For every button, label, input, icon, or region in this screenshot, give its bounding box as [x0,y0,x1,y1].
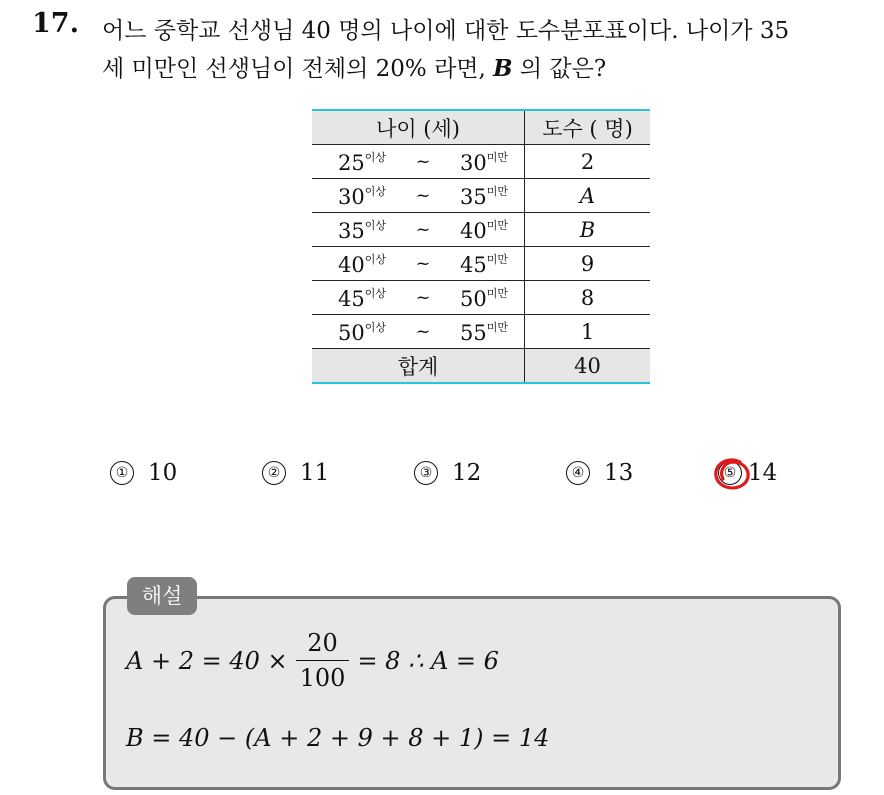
choice-value: 13 [604,460,634,486]
question-line-1: 어느 중학교 선생님 40 명의 나이에 대한 도수분포표이다. 나이가 35 [102,18,790,44]
solution-equation-1: A + 2 = 40 × $\frac{20}{100}$ = 8 ∴ A = 6 [126,629,499,692]
question-number: 17. [32,8,79,39]
table-total-row [312,349,650,384]
choice-4[interactable] [566,460,633,486]
choice-1[interactable] [110,460,177,486]
range-to: $35^{미만}$ [460,184,508,209]
frequency-cell: 9 [525,247,651,281]
variable-b: B [493,55,513,82]
header-frequency: 도수 ( 명) [525,110,651,145]
range-to: $45^{미만}$ [460,252,508,277]
range-to: $40^{미만}$ [460,218,508,243]
range-from: $30^{이상}$ [338,184,386,209]
range-tilde: ~ [415,219,431,240]
frequency-cell: 2 [525,145,651,179]
age-range-cell [312,315,525,349]
range-from: $35^{이상}$ [338,218,386,243]
range-from: $40^{이상}$ [338,252,386,277]
frequency-cell: 1 [525,315,651,349]
total-label: 합계 [312,349,525,384]
choice-3[interactable] [414,460,481,486]
selection-circle-icon [710,454,754,496]
frequency-cell: A [525,179,651,213]
age-range-cell [312,247,525,281]
range-tilde: ~ [415,185,431,206]
question-text [102,12,872,88]
choice-value: 10 [148,460,178,486]
frequency-cell: 8 [525,281,651,315]
question-line-2: 세 미만인 선생님이 전체의 20% 라면, B 의 값은? [102,55,607,82]
solution-tag: 해설 [127,577,197,615]
total-value: 40 [525,349,651,384]
range-to: $55^{미만}$ [460,320,508,345]
range-tilde: ~ [415,253,431,274]
table-row [312,315,650,349]
range-tilde: ~ [415,151,431,172]
table-header-row [312,110,650,145]
range-from: $25^{이상}$ [338,150,386,175]
choice-number: ⑤ [718,461,742,485]
frequency-cell: B [525,213,651,247]
choice-5[interactable] [718,460,777,486]
table-row [312,179,650,213]
range-to: $30^{미만}$ [460,150,508,175]
choice-number: ① [110,461,134,485]
range-to: $50^{미만}$ [460,286,508,311]
range-tilde: ~ [415,321,431,342]
age-range-cell [312,213,525,247]
answer-choices [0,460,884,494]
choice-number: ④ [566,461,590,485]
table-row [312,145,650,179]
frequency-table [312,109,650,384]
choice-value: 12 [452,460,482,486]
choice-2[interactable] [262,460,329,486]
choice-value: 11 [300,460,330,486]
header-age: 나이 (세) [312,110,525,145]
age-range-cell [312,281,525,315]
solution-equation-2: B = 40 − (A + 2 + 9 + 8 + 1) = 14 [126,724,550,752]
solution-box [103,596,841,790]
range-tilde: ~ [415,287,431,308]
fraction: $\frac{20}{100}$ [296,629,350,692]
table-row [312,281,650,315]
choice-value: 14 [748,460,778,486]
choice-number: ③ [414,461,438,485]
range-from: $50^{이상}$ [338,320,386,345]
choice-number: ② [262,461,286,485]
table-row [312,213,650,247]
table-row [312,247,650,281]
age-range-cell [312,179,525,213]
age-range-cell [312,145,525,179]
range-from: $45^{이상}$ [338,286,386,311]
